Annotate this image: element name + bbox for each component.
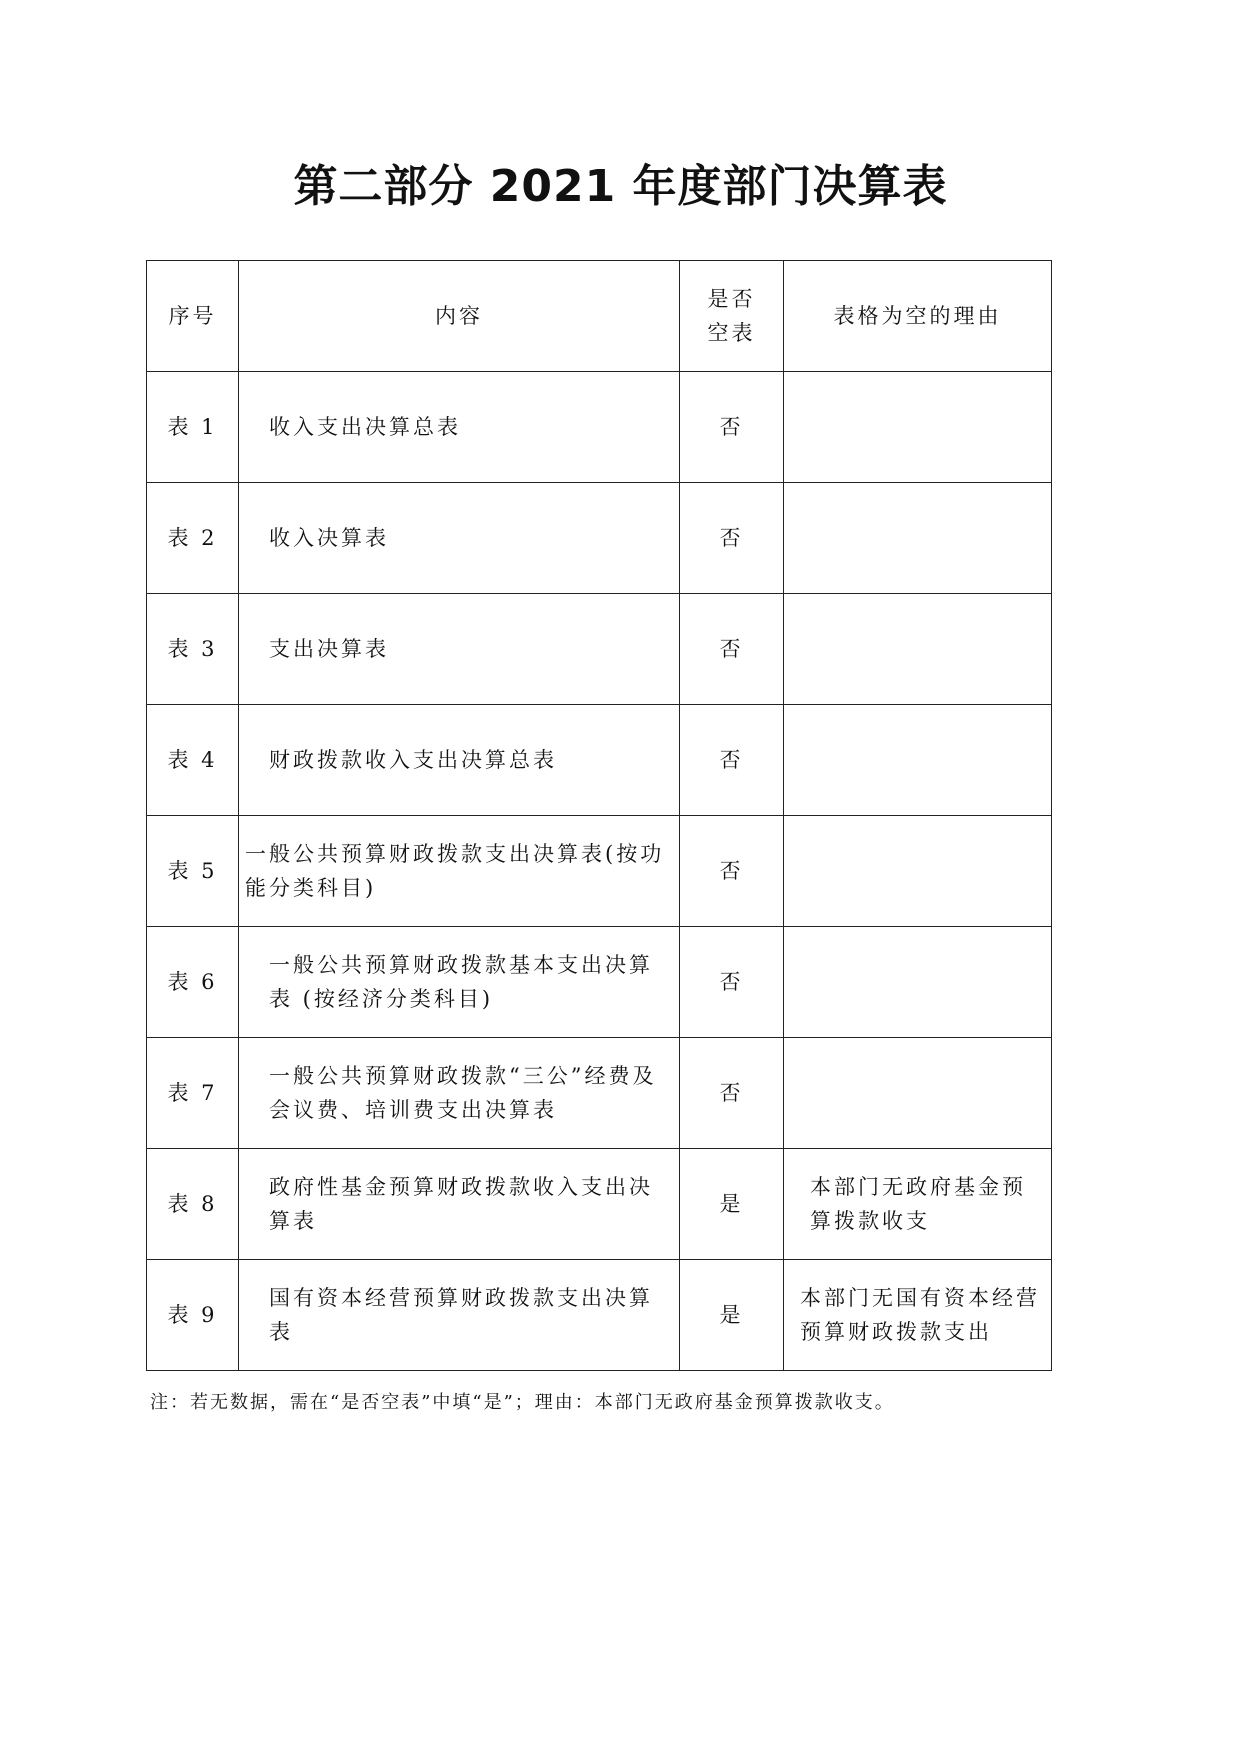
row-index: 表 4	[147, 705, 239, 816]
row-empty-reason	[784, 483, 1052, 594]
row-is-empty: 否	[680, 816, 784, 927]
table-row	[147, 705, 1052, 816]
row-is-empty: 否	[680, 1038, 784, 1149]
row-content: 支出决算表	[239, 594, 680, 705]
row-content: 财政拨款收入支出决算总表	[239, 705, 680, 816]
row-is-empty: 否	[680, 372, 784, 483]
row-content: 一般公共预算财政拨款基本支出决算表 (按经济分类科目)	[239, 927, 680, 1038]
row-empty-reason	[784, 594, 1052, 705]
row-index: 表 7	[147, 1038, 239, 1149]
row-index: 表 6	[147, 927, 239, 1038]
row-content: 收入决算表	[239, 483, 680, 594]
row-empty-reason: 本部门无国有资本经营预算财政拨款支出	[784, 1260, 1052, 1371]
row-content: 国有资本经营预算财政拨款支出决算表	[239, 1260, 680, 1371]
table-row	[147, 594, 1052, 705]
row-is-empty: 否	[680, 927, 784, 1038]
table-row	[147, 816, 1052, 927]
footnote: 注：若无数据，需在“是否空表”中填“是”；理由：本部门无政府基金预算拨款收支。	[150, 1392, 895, 1413]
final-accounts-table	[146, 260, 1052, 1371]
row-index: 表 5	[147, 816, 239, 927]
table-row	[147, 372, 1052, 483]
row-index: 表 2	[147, 483, 239, 594]
row-index: 表 3	[147, 594, 239, 705]
table-row	[147, 927, 1052, 1038]
row-is-empty: 否	[680, 483, 784, 594]
table-row	[147, 1038, 1052, 1149]
table-row	[147, 1149, 1052, 1260]
header-empty-reason: 表格为空的理由	[784, 261, 1052, 372]
row-empty-reason	[784, 372, 1052, 483]
row-is-empty: 是	[680, 1149, 784, 1260]
table-row	[147, 1260, 1052, 1371]
row-content: 政府性基金预算财政拨款收入支出决算表	[239, 1149, 680, 1260]
table-row	[147, 483, 1052, 594]
row-content: 收入支出决算总表	[239, 372, 680, 483]
header-index: 序号	[147, 261, 239, 372]
row-is-empty: 否	[680, 594, 784, 705]
row-content: 一般公共预算财政拨款“三公”经费及会议费、培训费支出决算表	[239, 1038, 680, 1149]
row-empty-reason	[784, 816, 1052, 927]
row-is-empty: 否	[680, 705, 784, 816]
row-empty-reason: 本部门无政府基金预算拨款收支	[784, 1149, 1052, 1260]
row-index: 表 8	[147, 1149, 239, 1260]
table-header-row	[147, 261, 1052, 372]
row-empty-reason	[784, 927, 1052, 1038]
page-title: 第二部分 2021 年度部门决算表	[293, 161, 948, 212]
header-content: 内容	[239, 261, 680, 372]
final-accounts-table-wrapper	[146, 260, 1052, 1371]
row-index: 表 9	[147, 1260, 239, 1371]
row-empty-reason	[784, 1038, 1052, 1149]
header-is-empty: 是否空表	[680, 261, 784, 372]
row-index: 表 1	[147, 372, 239, 483]
row-content: 一般公共预算财政拨款支出决算表(按功能分类科目)	[239, 816, 680, 927]
row-empty-reason	[784, 705, 1052, 816]
row-is-empty: 是	[680, 1260, 784, 1371]
